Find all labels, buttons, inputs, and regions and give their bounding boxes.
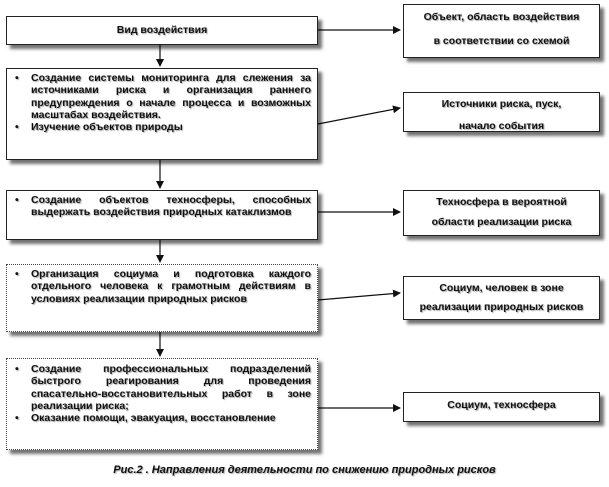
list-item: • Оказание помощи, эвакуация, восстановление — [31, 412, 311, 424]
object-area-box — [403, 4, 600, 58]
society-zone-line-2: реализации природных рисков — [419, 301, 584, 313]
technosphere-zone-line-2: области реализации риска — [431, 216, 572, 228]
technosphere-box — [6, 190, 318, 240]
technosphere-zone-box — [403, 190, 600, 236]
risk-sources-line-1: Источники риска, пуск, — [441, 98, 562, 110]
list-item: • Изучение объектов природы — [31, 121, 311, 133]
society-box — [6, 264, 318, 332]
impact-type-label: Вид воздействия — [116, 24, 208, 36]
object-area-line-2: в соответствии со схемой — [433, 35, 570, 47]
object-area-line-1: Объект, область воздействия — [423, 11, 580, 23]
rescue-list — [7, 363, 317, 424]
rescue-box — [6, 358, 318, 450]
society-zone-line-1: Социум, человек в зоне — [439, 282, 564, 294]
society-zone-box — [403, 276, 600, 320]
monitoring-box — [6, 68, 318, 160]
society-techno-box — [403, 392, 600, 422]
society-techno-label: Социум, техносфера — [447, 399, 556, 411]
monitoring-list — [7, 72, 317, 133]
technosphere-zone-line-1: Техносфера в вероятной — [436, 196, 567, 208]
technosphere-list — [7, 194, 317, 219]
list-item: • Создание объектов техносферы, способных выдержать воздействия природных катаклизмов — [31, 194, 311, 219]
list-item: • Создание профессиональных подразделений быстрого реагирования для проведения спасательно-восстановительных работ в зоне реализации риска; — [31, 363, 311, 412]
arrow-monitoring-to-sources — [318, 108, 400, 124]
risk-sources-line-2: начало события — [458, 120, 545, 132]
arrow-society-to-zone — [318, 293, 400, 300]
list-item: • Организация социума и подготовка каждого отдельного человека к грамотным действиям в условиях реализации природных рисков — [31, 268, 311, 305]
figure-caption: Рис.2 . Направления деятельности по снижению природных рисков — [113, 464, 496, 476]
risk-sources-box — [403, 92, 600, 132]
list-item: • Создание системы мониторинга для слежения за источниками риска и организация раннего предупреждения о начале процесса и возможных масштабах воздействия. — [31, 72, 311, 121]
society-list — [7, 268, 317, 305]
impact-type-box — [6, 16, 318, 45]
